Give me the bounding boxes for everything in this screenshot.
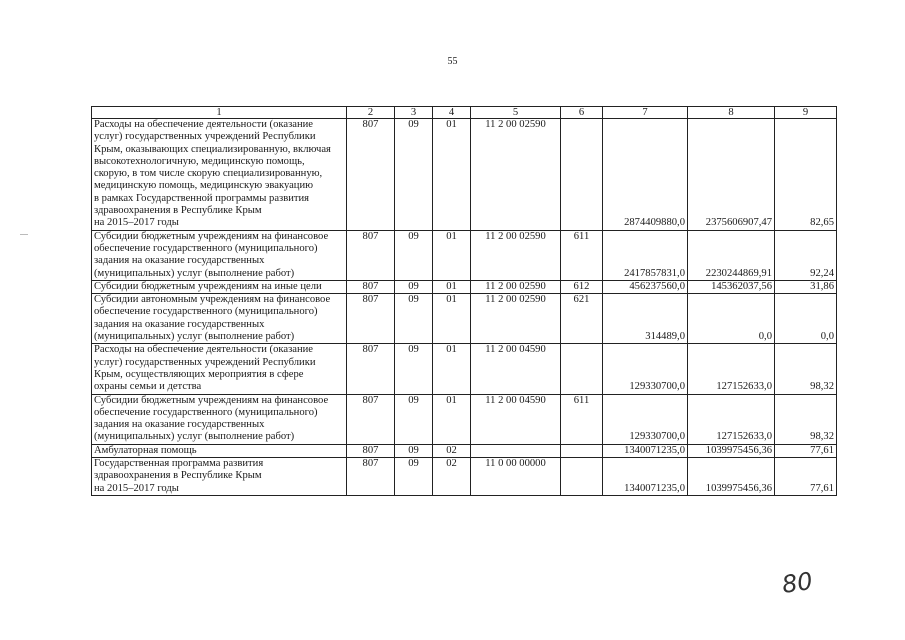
executed-amount: 0,0: [688, 294, 775, 344]
planned-amount: 456237560,0: [603, 280, 688, 293]
planned-amount: 1340071235,0: [603, 458, 688, 496]
execution-percent: 82,65: [775, 119, 837, 231]
expense-type-code: [561, 119, 603, 231]
target-article-code: 11 2 00 02590: [471, 280, 561, 293]
expense-type-code: 612: [561, 280, 603, 293]
margin-mark: [20, 234, 28, 235]
target-article-code: 11 2 00 02590: [471, 119, 561, 231]
execution-percent: 0,0: [775, 294, 837, 344]
section-code: 09: [395, 294, 433, 344]
subsection-code: 02: [433, 458, 471, 496]
expense-type-code: 621: [561, 294, 603, 344]
subsection-code: 01: [433, 230, 471, 280]
expense-type-code: 611: [561, 230, 603, 280]
ministry-code: 807: [347, 230, 395, 280]
column-header-1: 1: [92, 107, 347, 119]
table-header-row: [92, 107, 837, 119]
column-header-7: 7: [603, 107, 688, 119]
section-code: 09: [395, 230, 433, 280]
table-row: [92, 280, 837, 293]
executed-amount: 2230244869,91: [688, 230, 775, 280]
section-code: 09: [395, 394, 433, 444]
subsection-code: 01: [433, 119, 471, 231]
planned-amount: 2874409880,0: [603, 119, 688, 231]
table-row: [92, 458, 837, 496]
subsection-code: 01: [433, 294, 471, 344]
target-article-code: [471, 444, 561, 457]
target-article-code: 11 2 00 02590: [471, 294, 561, 344]
row-description: Субсидии бюджетным учреждениям на финансовое обеспечение государственного (муниципального) задания на оказание государственных (муниципальных) услуг (выполнение работ): [92, 394, 347, 444]
expense-type-code: 611: [561, 394, 603, 444]
table-row: [92, 394, 837, 444]
column-header-2: 2: [347, 107, 395, 119]
execution-percent: 31,86: [775, 280, 837, 293]
subsection-code: 02: [433, 444, 471, 457]
expense-type-code: [561, 444, 603, 457]
ministry-code: 807: [347, 119, 395, 231]
planned-amount: 129330700,0: [603, 344, 688, 394]
section-code: 09: [395, 444, 433, 457]
column-header-6: 6: [561, 107, 603, 119]
page-number: 55: [447, 56, 458, 67]
subsection-code: 01: [433, 280, 471, 293]
target-article-code: 11 2 00 02590: [471, 230, 561, 280]
table-row: [92, 294, 837, 344]
planned-amount: 129330700,0: [603, 394, 688, 444]
section-code: 09: [395, 119, 433, 231]
expense-type-code: [561, 458, 603, 496]
planned-amount: 314489,0: [603, 294, 688, 344]
row-description: Субсидии бюджетным учреждениям на финансовое обеспечение государственного (муниципального) задания на оказание государственных (муниципальных) услуг (выполнение работ): [92, 230, 347, 280]
budget-table: [91, 106, 837, 496]
column-header-3: 3: [395, 107, 433, 119]
planned-amount: 1340071235,0: [603, 444, 688, 457]
column-header-8: 8: [688, 107, 775, 119]
ministry-code: 807: [347, 294, 395, 344]
table-row: [92, 230, 837, 280]
column-header-9: 9: [775, 107, 837, 119]
section-code: 09: [395, 458, 433, 496]
row-description: Амбулаторная помощь: [92, 444, 347, 457]
execution-percent: 77,61: [775, 444, 837, 457]
executed-amount: 1039975456,36: [688, 444, 775, 457]
column-header-4: 4: [433, 107, 471, 119]
subsection-code: 01: [433, 344, 471, 394]
execution-percent: 92,24: [775, 230, 837, 280]
table-row: [92, 444, 837, 457]
row-description: Расходы на обеспечение деятельности (оказание услуг) государственных учреждений Республики Крым, оказывающих специализированную, включая высокотехнологичную, медицинскую помощь, скорую, в том числе скорую специализированную, медицинскую помощь, медицинскую эвакуацию в рамках Государственной программы развития здравоохранения в Республике Крым на 2015–2017 годы: [92, 119, 347, 231]
section-code: 09: [395, 280, 433, 293]
table-row: [92, 344, 837, 394]
target-article-code: 11 2 00 04590: [471, 394, 561, 444]
column-header-5: 5: [471, 107, 561, 119]
section-code: 09: [395, 344, 433, 394]
subsection-code: 01: [433, 394, 471, 444]
row-description: Расходы на обеспечение деятельности (оказание услуг) государственных учреждений Республики Крым, осуществляющих мероприятия в сфере охраны семьи и детства: [92, 344, 347, 394]
table-row: [92, 119, 837, 231]
expense-type-code: [561, 344, 603, 394]
planned-amount: 2417857831,0: [603, 230, 688, 280]
ministry-code: 807: [347, 344, 395, 394]
execution-percent: 98,32: [775, 394, 837, 444]
ministry-code: 807: [347, 394, 395, 444]
row-description: Субсидии бюджетным учреждениям на иные цели: [92, 280, 347, 293]
target-article-code: 11 2 00 04590: [471, 344, 561, 394]
target-article-code: 11 0 00 00000: [471, 458, 561, 496]
executed-amount: 127152633,0: [688, 394, 775, 444]
ministry-code: 807: [347, 458, 395, 496]
row-description: Государственная программа развития здравоохранения в Республике Крым на 2015–2017 годы: [92, 458, 347, 496]
executed-amount: 127152633,0: [688, 344, 775, 394]
executed-amount: 1039975456,36: [688, 458, 775, 496]
executed-amount: 2375606907,47: [688, 119, 775, 231]
row-description: Субсидии автономным учреждениям на финансовое обеспечение государственного (муниципального) задания на оказание государственных (муниципальных) услуг (выполнение работ): [92, 294, 347, 344]
execution-percent: 77,61: [775, 458, 837, 496]
ministry-code: 807: [347, 280, 395, 293]
executed-amount: 145362037,56: [688, 280, 775, 293]
execution-percent: 98,32: [775, 344, 837, 394]
handwritten-sheet-number: 80: [780, 567, 815, 599]
ministry-code: 807: [347, 444, 395, 457]
